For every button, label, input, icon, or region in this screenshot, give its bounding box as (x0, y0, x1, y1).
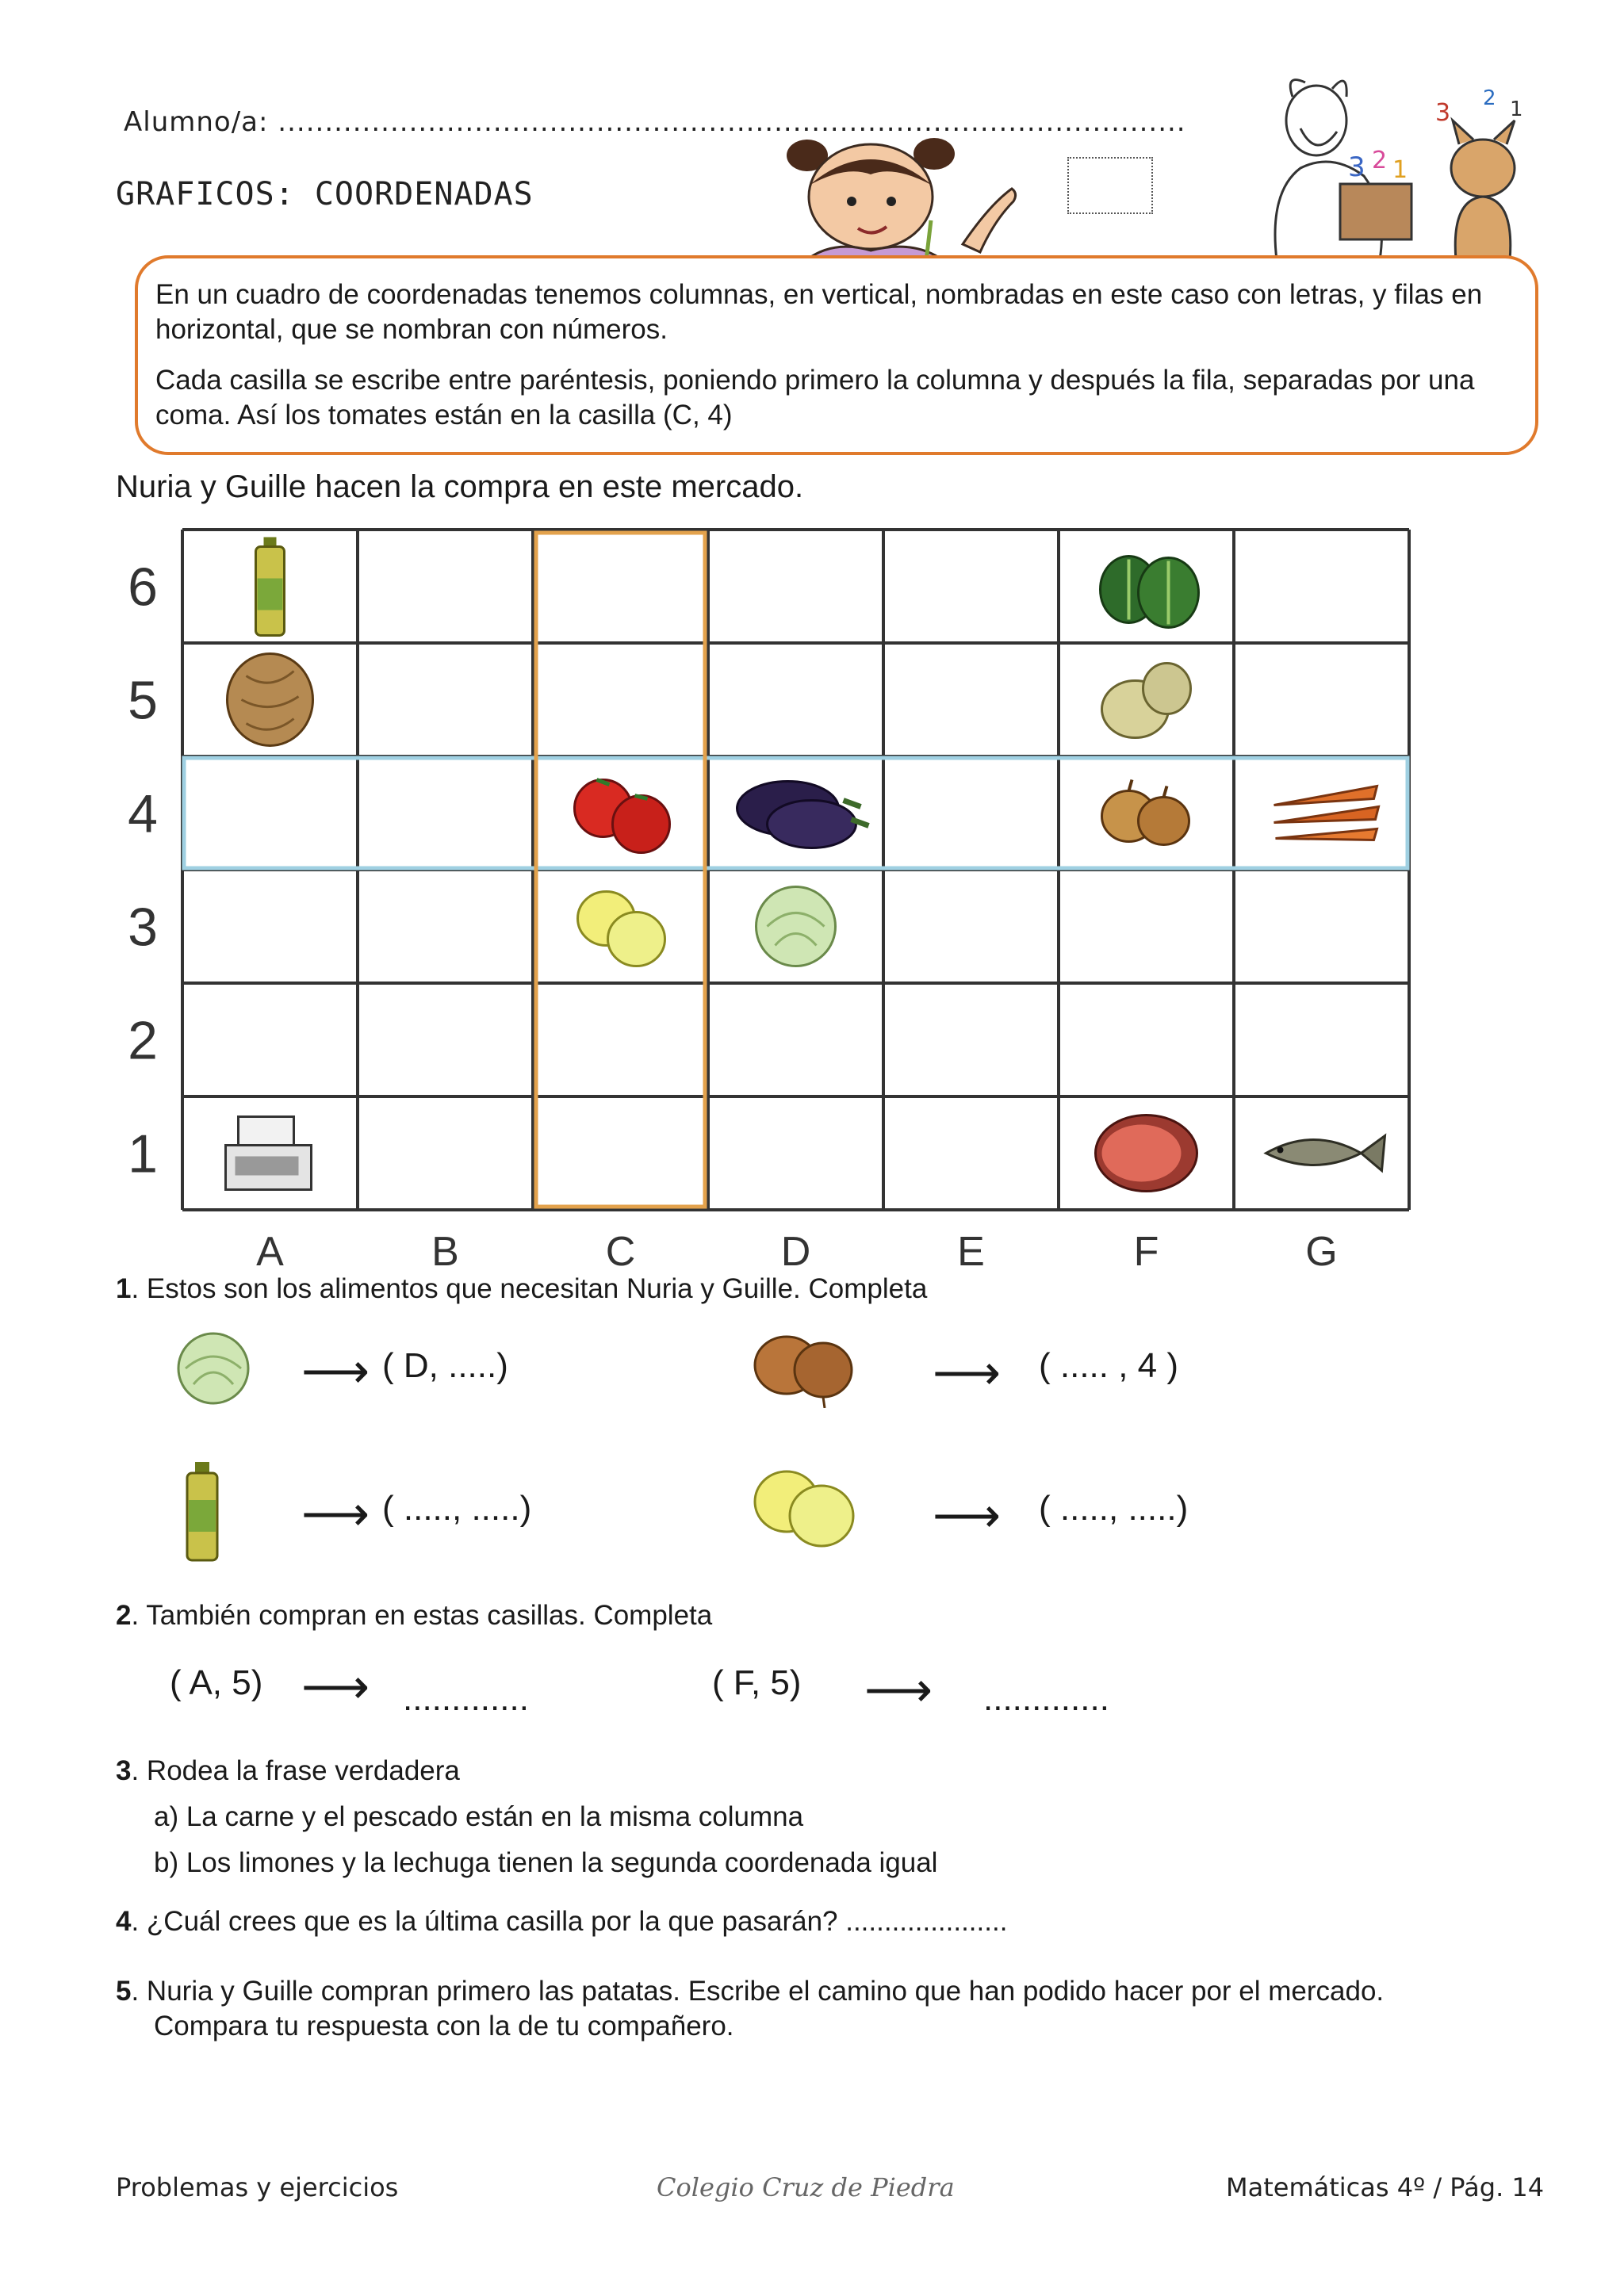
row-label: 6 (128, 557, 158, 618)
fish-icon (1266, 1136, 1385, 1171)
column-label: B (431, 1229, 459, 1269)
eggplant-icon (737, 782, 869, 848)
professor-cat-illustration (1245, 73, 1546, 260)
answer-onion[interactable]: ( ..... , 4 ) (1039, 1346, 1179, 1385)
cash-register-icon (226, 1117, 312, 1190)
coordinate-a5: ( A, 5) (170, 1663, 263, 1702)
oil-bottle-icon (174, 1460, 230, 1563)
grade-box (1067, 157, 1153, 214)
question-5: 5. Nuria y Guille compran primero las patatas. Escribe el camino que han podido hacer por el mercado. (116, 1976, 1385, 2007)
bread-icon (228, 654, 313, 746)
market-intro: Nuria y Guille hacen la compra en este mercado. (116, 469, 804, 504)
footer-center: Colegio Cruz de Piedra (657, 2172, 955, 2202)
svg-text:2: 2 (1372, 147, 1388, 174)
watermelon-icon (1101, 557, 1199, 628)
option-b[interactable]: b) Los limones y la lechuga tienen la segunda coordenada igual (154, 1847, 938, 1878)
coordinate-f5: ( F, 5) (712, 1663, 802, 1702)
answer-f5-blank[interactable]: ............. (983, 1679, 1109, 1718)
svg-text:1: 1 (1392, 156, 1408, 184)
lemon-icon (578, 892, 665, 966)
arrow-icon: ⟶ (933, 1489, 1002, 1542)
ham-icon (1096, 1115, 1197, 1192)
arrow-icon: ⟶ (301, 1487, 370, 1540)
arrow-icon: ⟶ (301, 1345, 370, 1398)
row-label: 1 (128, 1123, 158, 1184)
row-label: 3 (128, 897, 158, 958)
footer-left: Problemas y ejercicios (116, 2172, 399, 2202)
svg-text:2: 2 (1483, 86, 1496, 110)
svg-text:1: 1 (1510, 98, 1523, 121)
column-label: D (780, 1229, 811, 1269)
svg-text:3: 3 (1435, 99, 1451, 127)
option-a[interactable]: a) La carne y el pescado están en la misma columna (154, 1801, 804, 1832)
column-label: G (1305, 1229, 1338, 1269)
question-2: 2. También compran en estas casillas. Completa (116, 1600, 713, 1631)
student-name-line: Alumno/a: ................................................................................................. (124, 106, 1186, 138)
arrow-icon: ⟶ (301, 1660, 370, 1713)
arrow-icon: ⟶ (864, 1663, 933, 1716)
footer-right: Matemáticas 4º / Pág. 14 (1226, 2172, 1545, 2202)
question-1: 1. Estos son los alimentos que necesitan Nuria y Guille. Completa (116, 1273, 928, 1304)
market-grid (119, 523, 1419, 1269)
answer-lemon[interactable]: ( ....., .....) (1039, 1489, 1189, 1528)
column-label: E (957, 1229, 985, 1269)
answer-oil[interactable]: ( ....., .....) (382, 1489, 532, 1528)
definition-paragraph-2: Cada casilla se escribe entre paréntesis, poniendo primero la columna y después la fila, separadas por una coma. Así los tomates están en la casilla (C, 4) (155, 365, 1475, 430)
question-3: 3. Rodea la frase verdadera (116, 1755, 460, 1786)
page-title: GRAFICOS: COORDENADAS (116, 176, 534, 212)
onion-icon (1102, 780, 1189, 845)
row-label: 2 (128, 1010, 158, 1071)
lettuce-icon (756, 887, 836, 966)
lettuce-icon (170, 1329, 257, 1408)
row-label: 4 (128, 783, 158, 844)
definition-paragraph-1: En un cuadro de coordenadas tenemos columnas, en vertical, nombradas en este caso con letras, y filas en horizontal, que se nombran con números. (155, 279, 1483, 345)
definition-box (135, 255, 1538, 455)
column-label: F (1133, 1229, 1159, 1269)
potato-icon (1102, 664, 1191, 738)
question-4: 4. ¿Cuál crees que es la última casilla por la que pasarán? ..................... (116, 1906, 1008, 1937)
svg-text:3: 3 (1348, 151, 1365, 183)
carrot-icon (1274, 786, 1379, 840)
oil-bottle-icon (256, 538, 285, 636)
answer-lettuce[interactable]: ( D, .....) (382, 1346, 508, 1385)
row-label: 5 (128, 670, 158, 731)
girl-illustration (776, 133, 1025, 274)
column-label: A (256, 1229, 284, 1269)
arrow-icon: ⟶ (933, 1346, 1002, 1399)
question-5-line-2: Compara tu respuesta con la de tu compañero. (154, 2011, 734, 2042)
tomato-icon (575, 780, 670, 853)
answer-a5-blank[interactable]: ............. (403, 1679, 529, 1718)
lemon-icon (749, 1460, 860, 1556)
onion-icon (745, 1321, 864, 1408)
column-label: C (605, 1229, 636, 1269)
